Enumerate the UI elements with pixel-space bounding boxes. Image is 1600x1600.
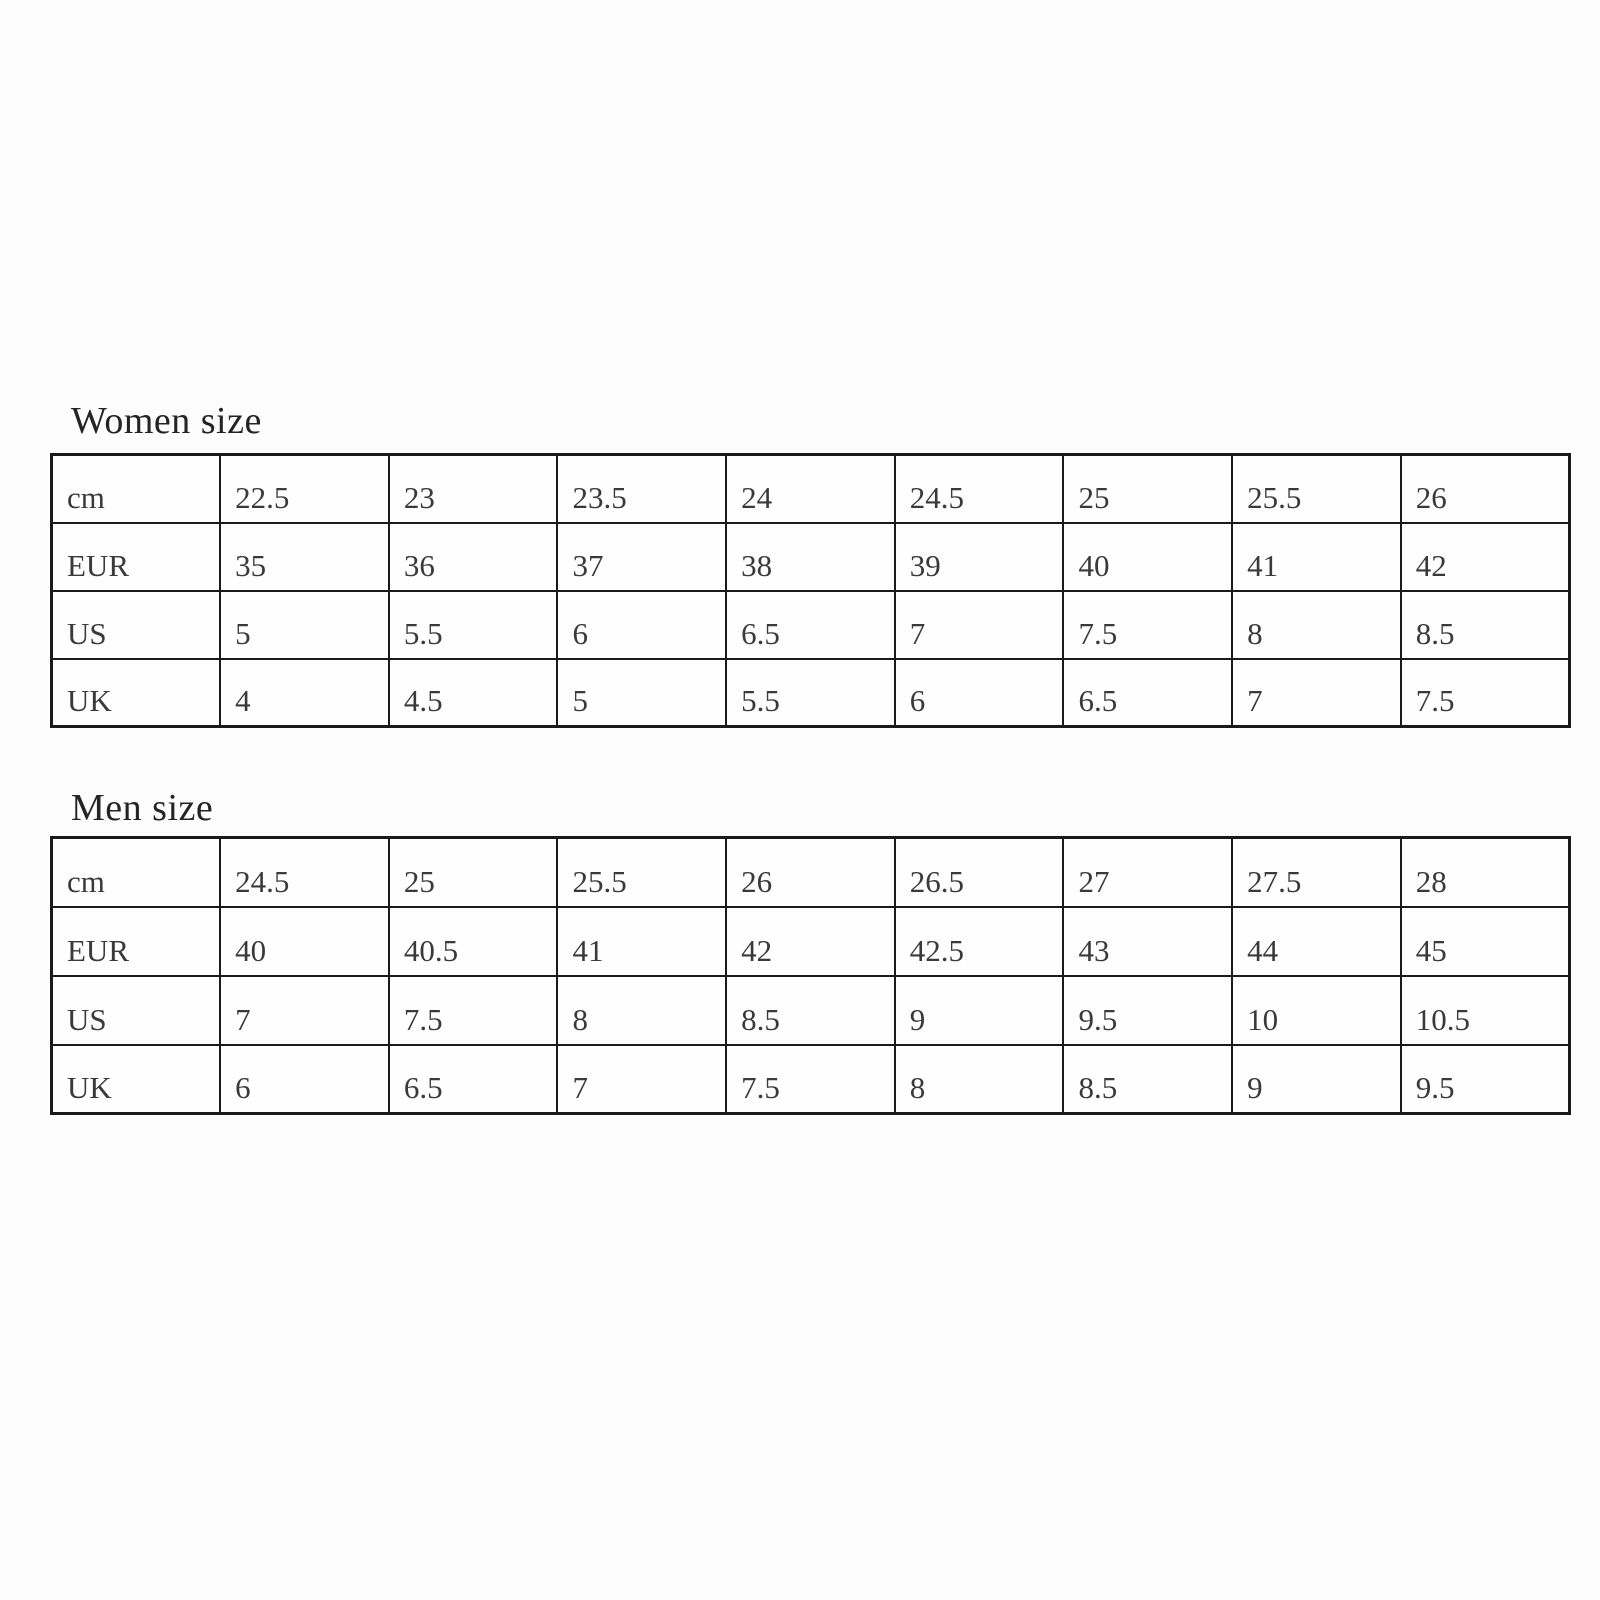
table-cell: 7.5 — [726, 1045, 895, 1114]
table-cell: 5.5 — [726, 659, 895, 727]
table-cell: 38 — [726, 523, 895, 591]
table-cell: 7 — [1232, 659, 1401, 727]
table-cell: 6 — [220, 1045, 389, 1114]
table-cell: 9 — [895, 976, 1064, 1045]
row-label: UK — [52, 659, 221, 727]
table-cell: 25.5 — [1232, 455, 1401, 523]
table-cell: 40.5 — [389, 907, 558, 976]
table-cell: 9 — [1232, 1045, 1401, 1114]
table-cell: 10 — [1232, 976, 1401, 1045]
men-size-table — [50, 836, 1571, 1115]
table-cell: 27.5 — [1232, 838, 1401, 907]
table-cell: 23 — [389, 455, 558, 523]
men-size-title: Men size — [71, 787, 214, 829]
table-row-cm — [52, 455, 1570, 523]
table-cell: 41 — [1232, 523, 1401, 591]
table-cell: 6 — [895, 659, 1064, 727]
table-cell: 7 — [557, 1045, 726, 1114]
table-cell: 7 — [220, 976, 389, 1045]
table-cell: 7 — [895, 591, 1064, 659]
table-cell: 42 — [1401, 523, 1570, 591]
table-cell: 8.5 — [1063, 1045, 1232, 1114]
table-cell: 5 — [220, 591, 389, 659]
row-label: EUR — [52, 907, 221, 976]
table-cell: 4 — [220, 659, 389, 727]
row-label: UK — [52, 1045, 221, 1114]
table-cell: 26 — [726, 838, 895, 907]
table-cell: 8 — [1232, 591, 1401, 659]
table-cell: 42 — [726, 907, 895, 976]
table-cell: 5.5 — [389, 591, 558, 659]
table-cell: 8.5 — [1401, 591, 1570, 659]
table-cell: 4.5 — [389, 659, 558, 727]
table-cell: 8 — [895, 1045, 1064, 1114]
table-cell: 5 — [557, 659, 726, 727]
row-label: cm — [52, 838, 221, 907]
table-row-us — [52, 976, 1570, 1045]
table-cell: 25.5 — [557, 838, 726, 907]
table-cell: 35 — [220, 523, 389, 591]
table-cell: 42.5 — [895, 907, 1064, 976]
table-cell: 7.5 — [1401, 659, 1570, 727]
table-cell: 23.5 — [557, 455, 726, 523]
table-row-eur — [52, 523, 1570, 591]
women-size-title: Women size — [71, 400, 262, 442]
row-label: US — [52, 976, 221, 1045]
table-cell: 25 — [389, 838, 558, 907]
table-cell: 24 — [726, 455, 895, 523]
table-cell: 10.5 — [1401, 976, 1570, 1045]
table-cell: 39 — [895, 523, 1064, 591]
row-label: cm — [52, 455, 221, 523]
table-row-uk — [52, 1045, 1570, 1114]
table-cell: 8.5 — [726, 976, 895, 1045]
table-cell: 22.5 — [220, 455, 389, 523]
table-cell: 7.5 — [389, 976, 558, 1045]
table-cell: 27 — [1063, 838, 1232, 907]
table-cell: 41 — [557, 907, 726, 976]
table-row-uk — [52, 659, 1570, 727]
table-cell: 6.5 — [389, 1045, 558, 1114]
women-size-table — [50, 453, 1571, 728]
table-cell: 37 — [557, 523, 726, 591]
table-row-cm — [52, 838, 1570, 907]
table-cell: 40 — [220, 907, 389, 976]
table-cell: 36 — [389, 523, 558, 591]
table-cell: 8 — [557, 976, 726, 1045]
table-cell: 9.5 — [1063, 976, 1232, 1045]
row-label: US — [52, 591, 221, 659]
table-cell: 7.5 — [1063, 591, 1232, 659]
table-cell: 26.5 — [895, 838, 1064, 907]
table-row-eur — [52, 907, 1570, 976]
table-cell: 9.5 — [1401, 1045, 1570, 1114]
table-cell: 24.5 — [220, 838, 389, 907]
table-cell: 6.5 — [726, 591, 895, 659]
table-cell: 44 — [1232, 907, 1401, 976]
table-cell: 45 — [1401, 907, 1570, 976]
table-cell: 26 — [1401, 455, 1570, 523]
table-cell: 43 — [1063, 907, 1232, 976]
table-row-us — [52, 591, 1570, 659]
table-cell: 40 — [1063, 523, 1232, 591]
row-label: EUR — [52, 523, 221, 591]
table-cell: 25 — [1063, 455, 1232, 523]
table-cell: 24.5 — [895, 455, 1064, 523]
table-cell: 6 — [557, 591, 726, 659]
table-cell: 28 — [1401, 838, 1570, 907]
table-cell: 6.5 — [1063, 659, 1232, 727]
